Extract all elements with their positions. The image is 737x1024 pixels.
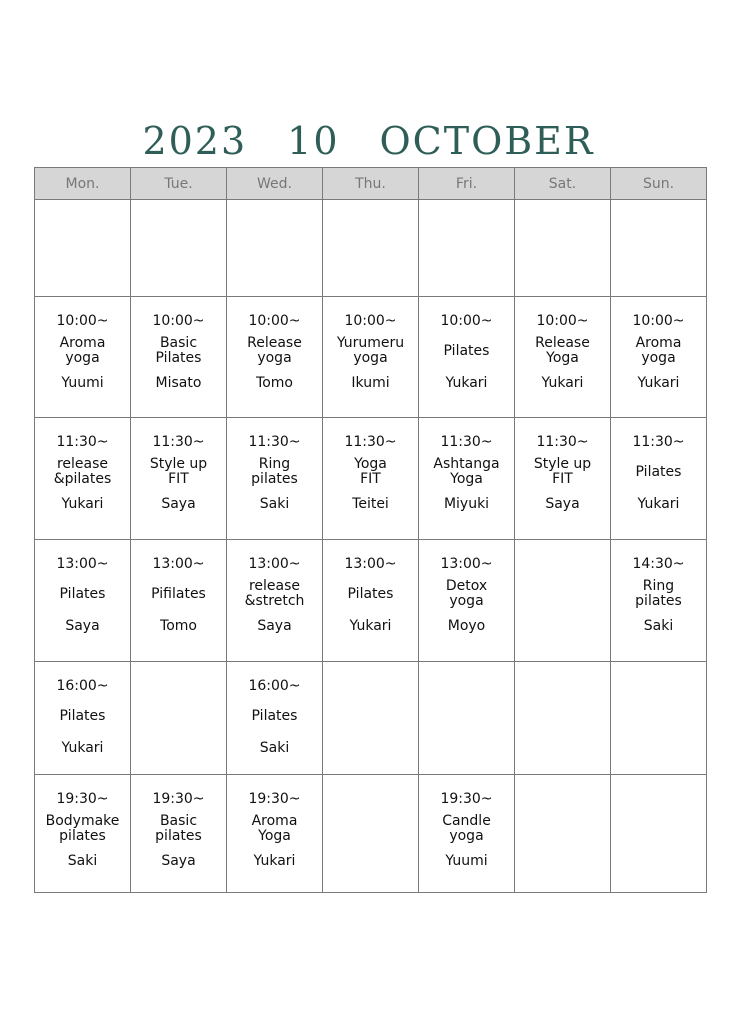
class-time: 11:30~ bbox=[152, 434, 205, 450]
class-time: 19:30~ bbox=[248, 791, 301, 807]
empty-cell bbox=[227, 200, 323, 297]
class-time: 16:00~ bbox=[248, 678, 301, 694]
instructor-name: Tomo bbox=[160, 618, 197, 634]
empty-cell bbox=[515, 200, 611, 297]
class-cell bbox=[131, 418, 227, 540]
class-name: Basic pilates bbox=[155, 813, 202, 844]
class-name: Pilates bbox=[59, 585, 106, 602]
instructor-name: Yuumi bbox=[445, 853, 488, 869]
instructor-name: Saki bbox=[643, 618, 674, 634]
instructor-name: Yukari bbox=[349, 618, 392, 634]
class-cell bbox=[227, 297, 323, 418]
empty-cell bbox=[131, 662, 227, 775]
instructor-name: Saki bbox=[259, 496, 290, 512]
class-entry bbox=[323, 297, 418, 417]
class-time: 14:30~ bbox=[632, 556, 685, 572]
day-header-row bbox=[35, 168, 707, 200]
instructor-name: Miyuki bbox=[443, 496, 490, 512]
class-name: Release Yoga bbox=[535, 335, 590, 366]
class-time: 11:30~ bbox=[56, 434, 109, 450]
class-cell bbox=[131, 297, 227, 418]
class-entry bbox=[419, 775, 514, 892]
class-cell bbox=[419, 775, 515, 893]
class-cell bbox=[131, 775, 227, 893]
class-name: Pilates bbox=[251, 707, 298, 724]
empty-cell bbox=[419, 200, 515, 297]
class-cell bbox=[35, 540, 131, 662]
class-time: 10:00~ bbox=[536, 313, 589, 329]
class-time: 10:00~ bbox=[248, 313, 301, 329]
class-cell bbox=[419, 297, 515, 418]
class-entry bbox=[131, 297, 226, 417]
time-slot-row bbox=[35, 418, 707, 540]
class-cell bbox=[515, 418, 611, 540]
class-name: Ashtanga Yoga bbox=[433, 456, 500, 487]
class-entry bbox=[35, 540, 130, 661]
time-slot-row bbox=[35, 775, 707, 893]
instructor-name: Yukari bbox=[541, 375, 584, 391]
instructor-name: Saki bbox=[259, 740, 290, 756]
class-name: Pilates bbox=[443, 342, 490, 359]
class-entry bbox=[611, 418, 706, 539]
class-time: 13:00~ bbox=[440, 556, 493, 572]
class-name: Detox yoga bbox=[445, 578, 488, 609]
empty-cell bbox=[515, 540, 611, 662]
class-time: 19:30~ bbox=[152, 791, 205, 807]
day-header: Sun. bbox=[611, 168, 707, 200]
empty-cell bbox=[35, 200, 131, 297]
class-time: 11:30~ bbox=[632, 434, 685, 450]
instructor-name: Teitei bbox=[352, 496, 389, 512]
class-entry bbox=[35, 775, 130, 892]
class-time: 11:30~ bbox=[248, 434, 301, 450]
time-slot-row bbox=[35, 662, 707, 775]
instructor-name: Yuumi bbox=[61, 375, 104, 391]
class-name: Style up FIT bbox=[149, 456, 208, 487]
empty-cell bbox=[419, 662, 515, 775]
class-cell bbox=[227, 540, 323, 662]
class-entry bbox=[35, 662, 130, 774]
class-entry bbox=[611, 297, 706, 417]
class-cell bbox=[35, 418, 131, 540]
day-header: Tue. bbox=[131, 168, 227, 200]
class-cell bbox=[227, 662, 323, 775]
day-header: Thu. bbox=[323, 168, 419, 200]
class-time: 13:00~ bbox=[248, 556, 301, 572]
class-entry bbox=[227, 775, 322, 892]
schedule-title: 2023 10 OCTOBER bbox=[142, 119, 595, 163]
class-entry bbox=[227, 297, 322, 417]
class-entry bbox=[35, 418, 130, 539]
instructor-name: Saya bbox=[161, 496, 196, 512]
class-time: 13:00~ bbox=[344, 556, 397, 572]
class-cell bbox=[611, 540, 707, 662]
class-cell bbox=[35, 662, 131, 775]
class-name: Aroma yoga bbox=[635, 335, 682, 366]
class-time: 16:00~ bbox=[56, 678, 109, 694]
instructor-name: Yukari bbox=[637, 375, 680, 391]
class-entry bbox=[131, 540, 226, 661]
day-header: Mon. bbox=[35, 168, 131, 200]
class-name: release &pilates bbox=[53, 456, 112, 487]
class-time: 19:30~ bbox=[440, 791, 493, 807]
class-cell bbox=[323, 297, 419, 418]
class-name: Ring pilates bbox=[635, 578, 682, 609]
class-entry bbox=[227, 418, 322, 539]
class-time: 10:00~ bbox=[56, 313, 109, 329]
empty-cell bbox=[323, 775, 419, 893]
class-name: Candle yoga bbox=[442, 813, 491, 844]
class-time: 10:00~ bbox=[440, 313, 493, 329]
class-name: Pilates bbox=[347, 585, 394, 602]
class-cell bbox=[611, 297, 707, 418]
class-name: Style up FIT bbox=[533, 456, 592, 487]
class-time: 11:30~ bbox=[536, 434, 589, 450]
class-cell bbox=[35, 775, 131, 893]
class-name: Basic Pilates bbox=[155, 335, 202, 366]
class-entry bbox=[227, 662, 322, 774]
class-entry bbox=[419, 540, 514, 661]
class-time: 10:00~ bbox=[344, 313, 397, 329]
class-cell bbox=[323, 540, 419, 662]
class-entry bbox=[227, 540, 322, 661]
class-time: 11:30~ bbox=[440, 434, 493, 450]
instructor-name: Yukari bbox=[445, 375, 488, 391]
empty-cell bbox=[515, 662, 611, 775]
instructor-name: Ikumi bbox=[351, 375, 390, 391]
class-time: 13:00~ bbox=[152, 556, 205, 572]
instructor-name: Saya bbox=[161, 853, 196, 869]
instructor-name: Yukari bbox=[61, 740, 104, 756]
day-header: Fri. bbox=[419, 168, 515, 200]
class-name: Yoga FIT bbox=[354, 456, 387, 487]
instructor-name: Saya bbox=[545, 496, 580, 512]
class-time: 10:00~ bbox=[152, 313, 205, 329]
class-entry bbox=[419, 297, 514, 417]
class-time: 10:00~ bbox=[632, 313, 685, 329]
class-cell bbox=[419, 418, 515, 540]
class-time: 11:30~ bbox=[344, 434, 397, 450]
empty-cell bbox=[323, 200, 419, 297]
empty-cell bbox=[323, 662, 419, 775]
instructor-name: Moyo bbox=[447, 618, 486, 634]
class-entry bbox=[35, 297, 130, 417]
instructor-name: Yukari bbox=[637, 496, 680, 512]
class-name: Pifilates bbox=[151, 585, 206, 602]
class-name: Pilates bbox=[635, 463, 682, 480]
time-slot-row bbox=[35, 297, 707, 418]
class-cell bbox=[131, 540, 227, 662]
class-time: 19:30~ bbox=[56, 791, 109, 807]
empty-week-row bbox=[35, 200, 707, 297]
class-name: Yurumeru yoga bbox=[336, 335, 405, 366]
day-header: Sat. bbox=[515, 168, 611, 200]
class-cell bbox=[227, 418, 323, 540]
class-cell bbox=[35, 297, 131, 418]
instructor-name: Tomo bbox=[256, 375, 293, 391]
class-time: 13:00~ bbox=[56, 556, 109, 572]
time-slot-row bbox=[35, 540, 707, 662]
class-name: Pilates bbox=[59, 707, 106, 724]
class-entry bbox=[515, 297, 610, 417]
schedule-table bbox=[34, 167, 707, 893]
instructor-name: Yukari bbox=[61, 496, 104, 512]
empty-cell bbox=[611, 775, 707, 893]
day-header: Wed. bbox=[227, 168, 323, 200]
class-entry bbox=[323, 540, 418, 661]
instructor-name: Yukari bbox=[253, 853, 296, 869]
class-cell bbox=[515, 297, 611, 418]
instructor-name: Saki bbox=[67, 853, 98, 869]
class-cell bbox=[323, 418, 419, 540]
class-cell bbox=[611, 418, 707, 540]
instructor-name: Saya bbox=[257, 618, 292, 634]
instructor-name: Saya bbox=[65, 618, 100, 634]
instructor-name: Misato bbox=[155, 375, 202, 391]
class-cell bbox=[227, 775, 323, 893]
class-cell bbox=[419, 540, 515, 662]
class-name: release &stretch bbox=[244, 578, 305, 609]
class-entry bbox=[131, 418, 226, 539]
empty-cell bbox=[515, 775, 611, 893]
class-name: Aroma Yoga bbox=[251, 813, 298, 844]
empty-cell bbox=[611, 662, 707, 775]
class-entry bbox=[419, 418, 514, 539]
empty-cell bbox=[131, 200, 227, 297]
class-entry bbox=[611, 540, 706, 661]
class-entry bbox=[323, 418, 418, 539]
class-name: Release yoga bbox=[247, 335, 302, 366]
class-entry bbox=[515, 418, 610, 539]
class-entry bbox=[131, 775, 226, 892]
class-name: Aroma yoga bbox=[59, 335, 106, 366]
empty-cell bbox=[611, 200, 707, 297]
class-name: Bodymake pilates bbox=[45, 813, 120, 844]
class-name: Ring pilates bbox=[251, 456, 298, 487]
